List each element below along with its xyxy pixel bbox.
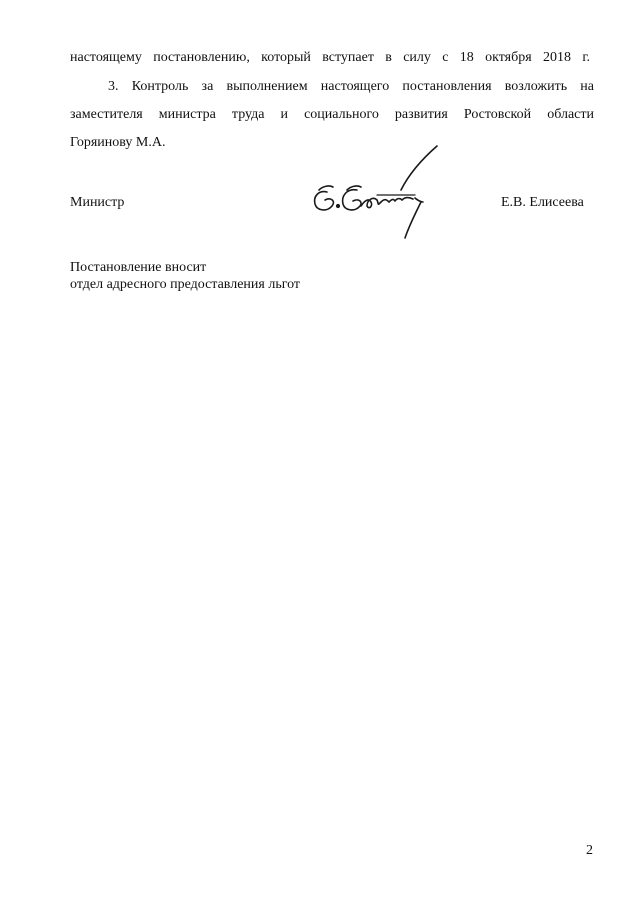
paragraph-continuation: настоящему постановлению, который вступает в силу с 18 октября 2018 г. xyxy=(70,50,590,65)
paragraph-3-line-1 xyxy=(70,78,594,96)
signatory-name: Е.В. Елисеева xyxy=(501,195,584,210)
page-number: 2 xyxy=(586,843,593,858)
issuer-label: Постановление вносит xyxy=(70,260,207,275)
issuer-department: отдел адресного предоставления льгот xyxy=(70,277,301,292)
paragraph-3-line-2: заместителя министра труда и социального развития Ростовской области xyxy=(70,107,594,122)
paragraph-3-line-3: Горяинову М.А. xyxy=(70,135,166,150)
paragraph-3-text: 3. Контроль за выполнением настоящего постановления возложить на xyxy=(108,79,594,94)
handwritten-signature xyxy=(305,140,445,240)
signatory-title: Министр xyxy=(70,195,125,210)
